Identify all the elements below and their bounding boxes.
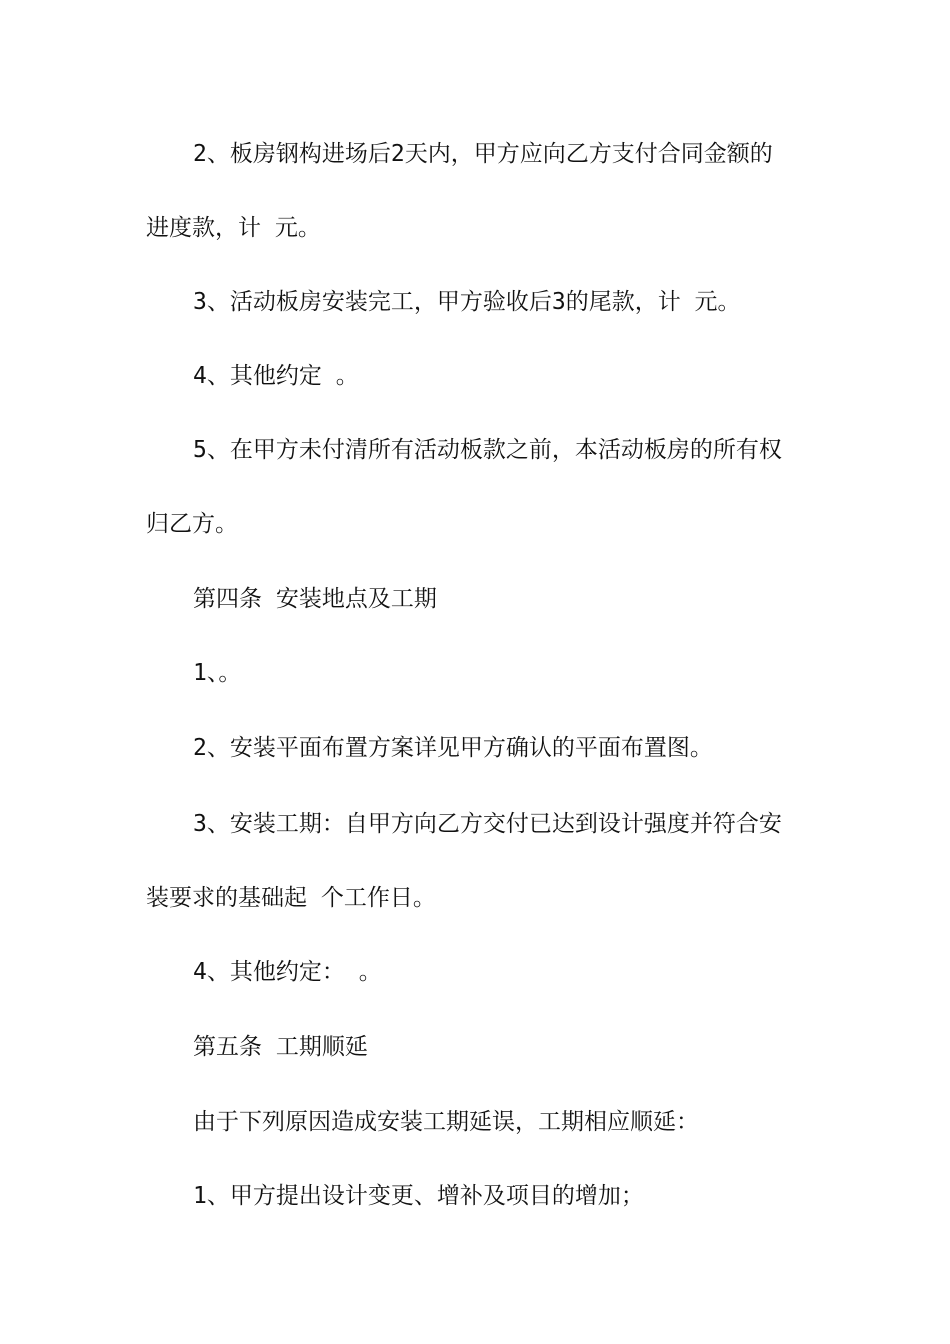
paragraph-line: 4、其他约定 。 <box>193 363 359 389</box>
paragraph-line: 2、板房钢构进场后2天内，甲方应向乙方支付合同金额的 <box>193 141 773 167</box>
paragraph-line: 1、甲方提出设计变更、增补及项目的增加； <box>193 1183 644 1209</box>
paragraph-line: 进度款，计 元。 <box>146 215 321 241</box>
section-heading: 第五条 工期顺延 <box>193 1034 368 1060</box>
paragraph-line: 由于下列原因造成安装工期延误，工期相应顺延： <box>193 1109 699 1135</box>
paragraph-line: 3、安装工期：自甲方向乙方交付已达到设计强度并符合安 <box>193 811 782 837</box>
section-heading: 第四条 安装地点及工期 <box>193 586 437 612</box>
paragraph-line: 4、其他约定： 。 <box>193 959 382 985</box>
paragraph-line: 3、活动板房安装完工，甲方验收后3的尾款，计 元。 <box>193 289 741 315</box>
paragraph-line: 2、安装平面布置方案详见甲方确认的平面布置图。 <box>193 735 713 761</box>
paragraph-line: 归乙方。 <box>146 511 238 537</box>
paragraph-line: 装要求的基础起 个工作日。 <box>146 885 436 911</box>
paragraph-line: 5、在甲方未付清所有活动板款之前，本活动板房的所有权 <box>193 437 782 463</box>
paragraph-line: 1、。 <box>193 660 242 686</box>
